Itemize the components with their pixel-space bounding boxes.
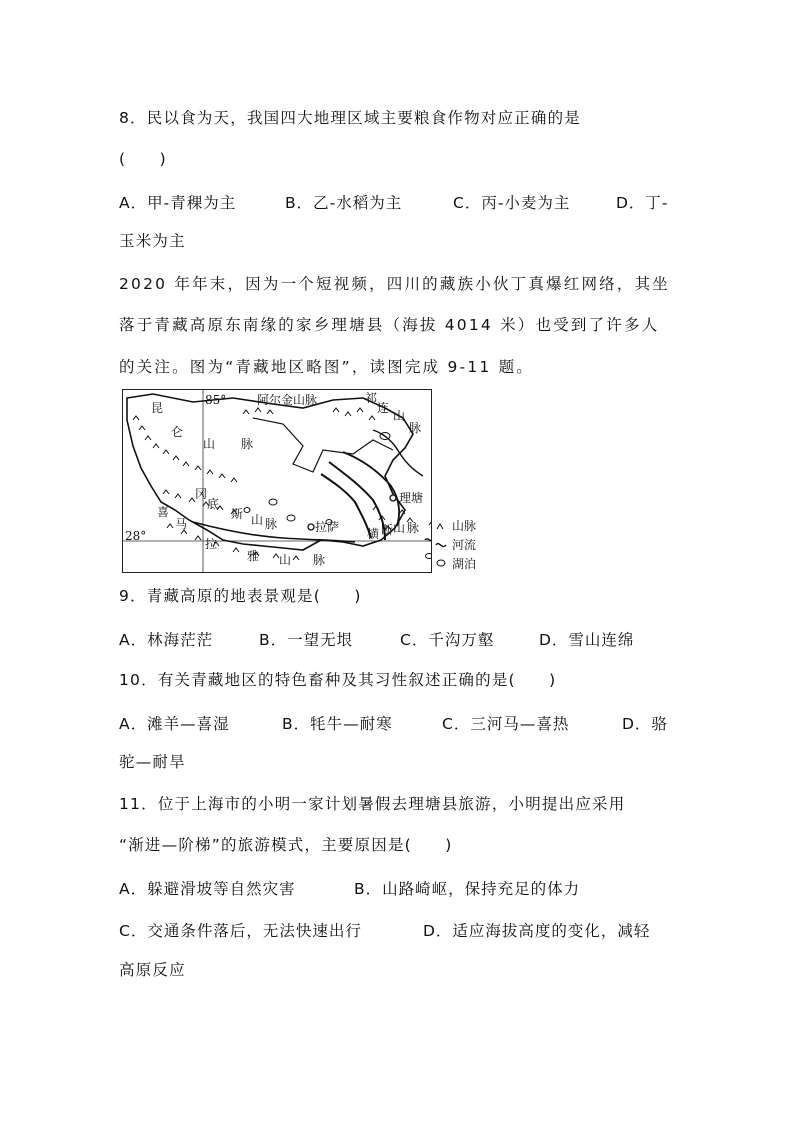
label-hengduan-1: 横: [367, 527, 380, 541]
q8-option-b: B．乙-水稻为主: [285, 194, 403, 212]
q8-stem-line1: 8．民以食为天，我国四大地理区域主要粮食作物对应正确的是: [119, 109, 581, 127]
q11-options-row2: [119, 919, 679, 941]
lat-label: 28°: [125, 529, 147, 543]
q8-stem-line2: ( ): [119, 150, 167, 168]
q9-option-b: B．一望无垠: [259, 631, 354, 649]
q10-option-b: B．牦牛—耐寒: [282, 715, 393, 733]
lhasa-dot: [308, 524, 314, 530]
q8-option-d-cont: 玉米为主: [119, 232, 186, 250]
q9-stem: 9．青藏高原的地表景观是( ): [119, 587, 362, 605]
label-qilian-2: 连: [377, 401, 390, 415]
label-lhasa: 拉萨: [315, 520, 340, 534]
q11-option-b: B．山路崎岖，保持充足的体力: [354, 880, 581, 898]
basin-boundary: [253, 418, 393, 472]
label-gangdise-5: 脉: [265, 517, 278, 531]
q10-stem: 10．有关青藏地区的特色畜种及其习性叙述正确的是( ): [119, 671, 557, 689]
label-hengduan-3: 山: [393, 521, 406, 535]
label-xima-6: 脉: [313, 553, 326, 567]
q11-options-row1: [119, 877, 679, 899]
q9-option-d: D．雪山连绵: [539, 631, 635, 649]
lake-4: [244, 508, 250, 513]
qinghai-tibet-map: [122, 389, 432, 573]
label-qilian-4: 脉: [409, 421, 422, 435]
legend-river-symbol: [436, 544, 446, 547]
label-kunlun-1: 昆: [151, 401, 164, 415]
passage-line1: 2020 年年末，因为一个短视频，四川的藏族小伙丁真爆红网络，其坐: [119, 275, 670, 293]
label-kunlun-4: 脉: [241, 437, 254, 451]
legend-mountain-icon: [429, 521, 432, 525]
legend-river-label: 河流: [452, 538, 477, 552]
q11-option-d-cont: 高原反应: [119, 961, 186, 979]
q9-option-c: C．千沟万壑: [400, 631, 495, 649]
q11-stem-line2: “渐进—阶梯”的旅游模式，主要原因是( ): [119, 836, 453, 854]
legend-lake-icon: [426, 554, 433, 559]
q8-option-c: C．丙-小麦为主: [453, 194, 571, 212]
label-gangdise-3: 斯: [231, 507, 244, 521]
q11-stem-line1: 11．位于上海市的小明一家计划暑假去理塘县旅游，小明提出应采用: [119, 795, 626, 813]
q11-option-c: C．交通条件落后，无法快速出行: [119, 922, 362, 940]
map-graphic: [123, 390, 432, 573]
label-xima-1: 喜: [157, 505, 170, 519]
label-gangdise-2: 底: [207, 497, 220, 511]
passage-line3: 的关注。图为“青藏地区略图”，读图完成 9-11 题。: [119, 358, 534, 376]
label-qilian-3: 山: [393, 409, 406, 423]
q11-option-d: D．适应海拔高度的变化，减轻: [423, 922, 651, 940]
q10-option-d: D．骆: [622, 715, 668, 733]
lake-3: [287, 515, 295, 521]
q10-options: [119, 712, 679, 734]
passage-line2: 落于青藏高原东南缘的家乡理塘县（海拔 4014 米）也受到了许多人: [119, 316, 660, 334]
legend-lake-symbol: [437, 560, 445, 566]
q9-option-a: A．林海茫茫: [119, 631, 214, 649]
q8-options: [119, 191, 679, 213]
label-hengduan-4: 脉: [407, 521, 420, 535]
lake-2: [269, 499, 277, 505]
q10-option-d-cont: 驼—耐旱: [119, 753, 186, 771]
legend-icons: [434, 517, 452, 573]
legend-mountain-label: 山脉: [452, 519, 477, 533]
label-qilian-1: 祁: [365, 391, 378, 405]
q9-options: [119, 628, 679, 650]
q11-option-a: A．躲避滑坡等自然灾害: [119, 880, 296, 898]
label-xima-4: 雅: [247, 549, 260, 563]
label-xima-3: 拉: [205, 537, 218, 551]
q10-option-c: C．三河马—喜热: [442, 715, 570, 733]
label-gangdise-4: 山: [251, 513, 264, 527]
lon-label: 85°: [205, 393, 227, 407]
q8-option-a: A．甲-青稞为主: [119, 194, 237, 212]
q10-option-a: A．滩羊—喜湿: [119, 715, 230, 733]
q8-option-d: D．丁-: [616, 194, 669, 212]
label-kunlun-2: 仑: [171, 425, 184, 439]
label-kunlun-3: 山: [203, 437, 216, 451]
label-altun: 阿尔金山脉: [257, 393, 318, 407]
label-hengduan-2: 断: [381, 523, 394, 537]
label-litang: 理塘: [399, 491, 424, 505]
label-xima-5: 山: [279, 553, 292, 567]
label-gangdise-1: 冈: [195, 487, 208, 501]
legend-lake-label: 湖泊: [452, 557, 477, 571]
label-xima-2: 马: [175, 517, 188, 531]
legend-mountain-symbol: [437, 524, 443, 529]
litang-dot: [390, 495, 396, 501]
